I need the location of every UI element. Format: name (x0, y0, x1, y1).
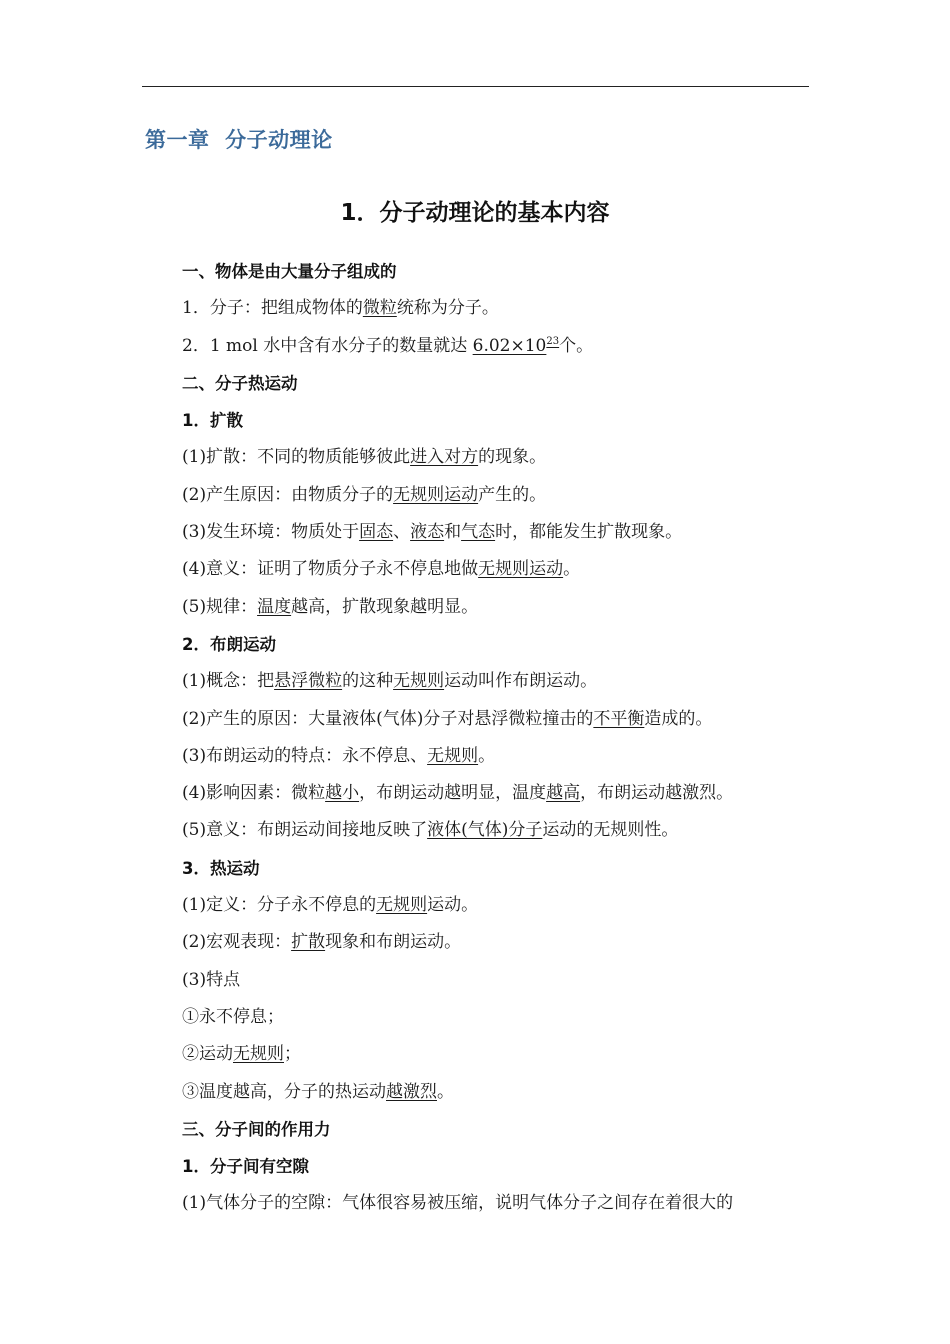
text-line (182, 962, 812, 999)
text-line (182, 477, 812, 514)
text-line (182, 999, 812, 1036)
text-segment: ②运动 (182, 1044, 233, 1065)
underlined-answer: 不平衡 (593, 708, 645, 729)
underlined-answer: 液态 (410, 522, 445, 543)
text-line (182, 738, 812, 775)
underlined-answer: 无规则 (376, 895, 428, 916)
text-segment: ； (284, 1044, 301, 1065)
text-segment: (5)意义：布朗运动间接地反映了 (182, 820, 428, 841)
section-heading-line (182, 1148, 812, 1185)
text-segment: (2)产生原因：由物质分子的 (182, 484, 394, 505)
text-segment: 。 (437, 1081, 454, 1102)
underlined-answer: 气态 (461, 522, 496, 543)
section-heading-line (182, 253, 812, 290)
text-segment: (1)扩散：不同的物质能够彼此 (182, 447, 411, 468)
text-line (182, 1036, 812, 1073)
text-line (182, 514, 812, 551)
text-segment: (3)发生环境：物质处于 (182, 522, 360, 543)
text-segment: (2)宏观表现： (182, 932, 292, 953)
underlined-answer: 温度 (257, 596, 292, 617)
underlined-answer: 微粒 (362, 298, 397, 319)
underlined-answer: 无规则 (393, 671, 445, 692)
text-segment: ①永不停息； (182, 1006, 284, 1027)
text-segment: (3)布朗运动的特点：永不停息、 (182, 745, 428, 766)
text-segment: 个。 (559, 335, 594, 356)
underlined-answer: 越高 (546, 783, 581, 804)
text-segment: 3．热运动 (182, 858, 260, 878)
section-title: 1．分子动理论的基本内容 (340, 200, 610, 226)
underlined-answer: 无规则 (233, 1044, 284, 1065)
text-line (182, 775, 812, 812)
section-heading-line (182, 402, 812, 439)
text-segment: 。 (478, 745, 496, 766)
text-segment: ，布朗运动越激烈。 (580, 783, 734, 804)
chapter-heading: 第一章 分子动理论 (145, 128, 333, 152)
text-line (182, 663, 812, 700)
text-segment: 现象和布朗运动。 (325, 932, 462, 953)
section-heading-line (182, 850, 812, 887)
text-segment: 2．1 mol 水中含有水分子的数量就达 (182, 335, 473, 356)
text-segment: 运动。 (427, 895, 479, 916)
underlined-answer: 液体(气体)分子 (427, 820, 543, 841)
text-segment: ③温度越高，分子的热运动 (182, 1081, 386, 1102)
text-segment: 三、分子间的作用力 (182, 1119, 331, 1139)
text-line (182, 551, 812, 588)
section-heading-line (182, 365, 812, 402)
text-line (182, 439, 812, 476)
underlined-answer: 23 (546, 335, 560, 347)
underlined-answer: 进入对方 (410, 447, 479, 468)
text-line (182, 1074, 812, 1111)
text-segment: ，布朗运动越明显，温度 (359, 783, 547, 804)
text-segment: 运动的无规则性。 (542, 820, 679, 841)
underlined-answer: 无规则 (427, 745, 479, 766)
text-segment: 。 (563, 559, 581, 580)
text-segment: 1．分子间有空隙 (182, 1157, 309, 1177)
text-segment: 产生的。 (478, 484, 547, 505)
underlined-answer: 固态 (359, 522, 394, 543)
text-line (182, 812, 812, 849)
text-segment: (1)气体分子的空隙：气体很容易被压缩，说明气体分子之间存在着很大的 (182, 1193, 734, 1214)
text-segment: 的现象。 (478, 447, 547, 468)
text-segment: 运动叫作布朗运动。 (444, 671, 598, 692)
underlined-answer: 6.02×10 (472, 335, 547, 356)
text-line (182, 589, 812, 626)
text-segment: 造成的。 (644, 708, 713, 729)
text-line (182, 701, 812, 738)
text-segment: (2)产生的原因：大量液体(气体)分子对悬浮微粒撞击的 (182, 708, 594, 729)
header-rule (142, 86, 809, 87)
text-segment: 2．布朗运动 (182, 634, 276, 654)
underlined-answer: 越小 (325, 783, 360, 804)
underlined-answer: 悬浮微粒 (274, 671, 343, 692)
text-segment: 越高，扩散现象越明显。 (291, 596, 479, 617)
text-line (182, 924, 812, 961)
underlined-answer: 扩散 (291, 932, 326, 953)
text-segment: 1．分子：把组成物体的 (182, 298, 363, 319)
text-segment: 1．扩散 (182, 411, 243, 431)
text-segment: 的这种 (342, 671, 394, 692)
underlined-answer: 无规则运动 (393, 484, 479, 505)
text-segment: 、 (393, 522, 411, 543)
document-body (182, 253, 812, 1223)
text-segment: (4)意义：证明了物质分子永不停息地做 (182, 559, 479, 580)
text-segment: 和 (444, 522, 462, 543)
text-segment: (1)概念：把 (182, 671, 275, 692)
text-line (182, 290, 812, 327)
section-heading-line (182, 1111, 812, 1148)
text-segment: (4)影响因素：微粒 (182, 783, 326, 804)
section-heading-line (182, 626, 812, 663)
text-segment: 时，都能发生扩散现象。 (495, 522, 683, 543)
text-line (182, 1185, 812, 1222)
text-segment: (5)规律： (182, 596, 258, 617)
text-segment: 一、物体是由大量分子组成的 (182, 262, 397, 281)
underlined-answer: 越激烈 (386, 1081, 437, 1102)
text-line (182, 887, 812, 924)
text-line (182, 328, 812, 365)
text-segment: 二、分子热运动 (182, 373, 298, 393)
underlined-answer: 无规则运动 (478, 559, 564, 580)
text-segment: (3)特点 (182, 969, 241, 990)
text-segment: 统称为分子。 (396, 298, 499, 319)
text-segment: (1)定义：分子永不停息的 (182, 895, 377, 916)
